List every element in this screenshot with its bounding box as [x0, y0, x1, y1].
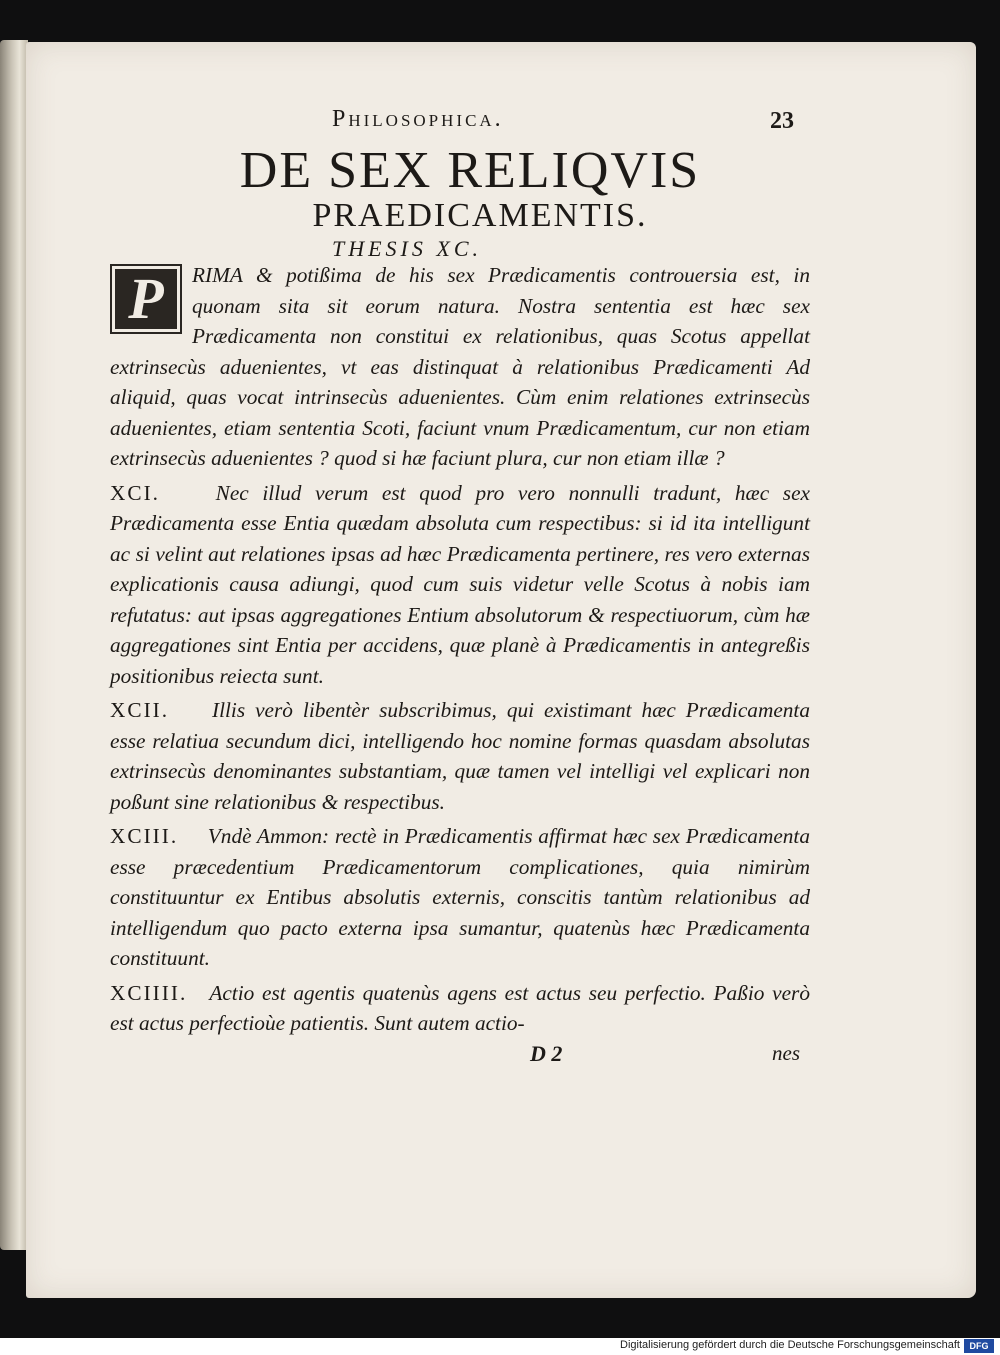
running-head	[110, 106, 810, 140]
catchline	[110, 1041, 810, 1071]
paragraph-text: Nec illud verum est quod pro vero nonnulli tradunt, hæc sex Prædicamenta esse Entia quædam absoluta cum respectibus: si id ita intelligunt ac si velint aut relationes ipsas ad hæc Prædicamenta pertinere, res vero externas explicationis causa adiungi, quod cum suis videtur velle Scotus à nobis iam refutatus: aut ipsas aggregationes Entium absolutorum & respectiuorum, cùm hæ aggregationes sint Entia per accidens, quæ planè à Prædicamentis in antegreßis positionibus reiecta sunt.	[110, 480, 811, 688]
thesis-paragraph	[110, 695, 810, 817]
thesis-number: XCI.	[110, 480, 161, 505]
page-number: 23	[770, 108, 794, 134]
book-page	[26, 42, 976, 1298]
book-edge	[0, 40, 28, 1250]
thesis-number: XCII.	[110, 698, 170, 722]
thesis-number: XCIII.	[110, 824, 179, 848]
chapter-subtitle: PRAEDICAMENTIS.	[312, 197, 648, 234]
paragraph-text: RIMA & potißima de his sex Prædicamentis controuersia est, in quonam sita sit eorum natura. Nostra sententia est hæc sex Prædicamenta non constitui ex relationibus, quas Scotus appellat extrinsecùs aduenientes, vt eas distinquat à relationibus Prædicamenti Ad aliquid, quas vocat intrinsecùs aduenientes. Cùm enim relationes extrinsecùs aduenientes, etiam sententia Scoti, faciunt vnum Prædicamentum, cur non etiam extrinsecùs aduenientes ? quod si hæ faciunt plura, cur non etiam illæ ?	[110, 263, 810, 470]
funding-credit: Digitalisierung gefördert durch die Deutsche Forschungsgemeinschaft	[620, 1339, 960, 1351]
chapter-title: DE SEX RELIQVIS	[239, 142, 701, 199]
thesis-heading: THESIS XC.	[332, 236, 482, 261]
paragraph-text: Illis verò libentèr subscribimus, qui existimant hæc Prædicamenta esse relatiua secundum dici, intelligendo hoc nomine formas quasdam absolutas extrinsecùs denominantes substantiam, quæ tamen vel intelligi vel explicari non poßunt sine relationibus & respectibus.	[110, 698, 811, 814]
drop-cap-initial: P	[110, 264, 182, 334]
paragraph-text: Actio est agentis quatenùs agens est actus seu perfectio. Paßio verò est actus perfectioùe patientis. Sunt autem actio-	[110, 980, 810, 1035]
thesis-paragraph	[110, 260, 810, 474]
footer-bar	[0, 1338, 1000, 1355]
thesis-paragraph	[110, 478, 810, 692]
dfg-logo: DFG	[964, 1339, 994, 1353]
thesis-number: XCIIII.	[110, 980, 188, 1005]
running-title: Philosophica.	[332, 106, 504, 132]
signature-mark: D 2	[530, 1040, 563, 1066]
thesis-paragraph	[110, 978, 810, 1039]
catchword: nes	[772, 1040, 800, 1065]
paragraph-text: Vndè Ammon: rectè in Prædicamentis affirmat hæc sex Prædicamenta esse præcedentium Prædicamentorum complicationes, quia nimirùm constituuntur ex Entibus absolutis externis, conscitis tantùm relationibus ad intelligendum quo pacto externa ipsa sumantur, quatenùs hæc Prædicamenta constituunt.	[110, 824, 810, 970]
page-content	[110, 106, 810, 1071]
thesis-paragraph	[110, 821, 810, 974]
